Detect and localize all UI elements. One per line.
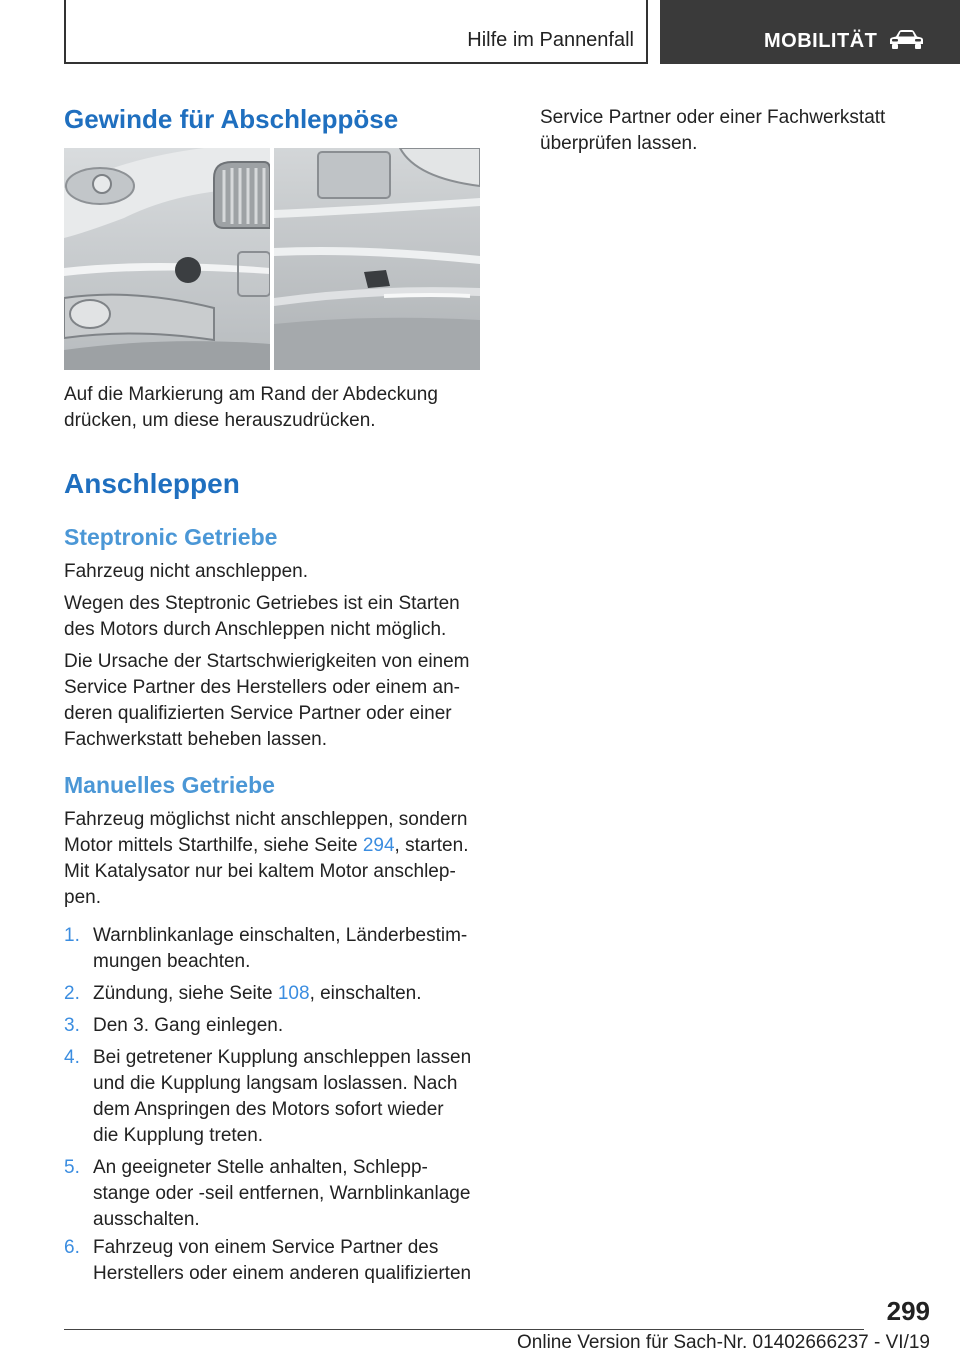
- manual-text-line-4: pen.: [64, 887, 101, 908]
- manual-text-line-2: Motor mittels Starthilfe, siehe Seite 294, starten.: [64, 835, 469, 856]
- header-section-title: Hilfe im Pannenfall: [467, 29, 634, 51]
- step-text-line: und die Kupplung langsam loslassen. Nach: [93, 1073, 458, 1094]
- step-text-line: Herstellers oder einem anderen qualifizierten: [93, 1263, 472, 1284]
- header-chapter-tab[interactable]: [660, 0, 960, 64]
- manual-text-line-3: Mit Katalysator nur bei kaltem Motor anschlep-: [64, 861, 456, 882]
- page-number: 299: [886, 1296, 930, 1326]
- step-text-line: dem Anspringen des Motors sofort wieder: [93, 1099, 444, 1120]
- step-number: 6.: [64, 1237, 80, 1258]
- towing-eye-cover-image: [64, 148, 480, 370]
- step-text-line: Warnblinkanlage einschalten, Länderbestim-: [93, 925, 468, 946]
- manual-text-line-1: Fahrzeug möglichst nicht anschleppen, sondern: [64, 809, 468, 830]
- step-text-line: mungen beachten.: [93, 951, 251, 972]
- steptronic-text-1: Fahrzeug nicht anschleppen.: [64, 561, 308, 582]
- step-number: 5.: [64, 1157, 80, 1178]
- step-number: 4.: [64, 1047, 80, 1068]
- step-text-line: Bei getretener Kupplung anschleppen lassen: [93, 1047, 472, 1068]
- caption-line-1: Auf die Markierung am Rand der Abdeckung: [64, 384, 438, 405]
- header-section-box: [64, 0, 648, 64]
- footer-version: Online Version für Sach-Nr. 01402666237 - VI/19: [517, 1332, 930, 1353]
- subheading-steptronic: Steptronic Getriebe: [64, 524, 278, 550]
- step-number: 2.: [64, 983, 80, 1004]
- step-number: 3.: [64, 1015, 80, 1036]
- continuation-line-2: überprüfen lassen.: [540, 133, 698, 154]
- step-text-line: Den 3. Gang einlegen.: [93, 1015, 284, 1036]
- subheading-manual: Manuelles Getriebe: [64, 772, 275, 798]
- caption-line-2: drücken, um diese herauszudrücken.: [64, 410, 376, 431]
- car-icon: [886, 28, 926, 52]
- step-text-line: ausschalten.: [93, 1209, 200, 1230]
- steptronic-text-3-line-2: Service Partner des Herstellers oder einem an-: [64, 677, 461, 698]
- heading-towing: Anschleppen: [64, 468, 240, 499]
- step-text-line: Fahrzeug von einem Service Partner des: [93, 1237, 439, 1258]
- continuation-line-1: Service Partner oder einer Fachwerkstatt: [540, 107, 886, 128]
- steptronic-text-2-line-2: des Motors durch Anschleppen nicht möglich.: [64, 619, 447, 640]
- page-ref-link-294[interactable]: 294: [362, 835, 395, 856]
- step-number: 1.: [64, 925, 80, 946]
- page-ref-link-108[interactable]: 108: [277, 983, 310, 1004]
- header-chapter-label: MOBILITÄT: [764, 30, 878, 52]
- heading-towing-eye-thread: Gewinde für Abschleppöse: [64, 104, 399, 134]
- step-text-line: Zündung, siehe Seite 108, einschalten.: [93, 983, 422, 1004]
- steptronic-text-3-line-3: deren qualifizierten Service Partner oder einer: [64, 703, 452, 724]
- steptronic-text-3-line-1: Die Ursache der Startschwierigkeiten von einem: [64, 651, 470, 672]
- step-text-line: stange oder -seil entfernen, Warnblinkanlage: [93, 1183, 471, 1204]
- footer-divider: [64, 1329, 864, 1330]
- step-text-line: An geeigneter Stelle anhalten, Schlepp-: [93, 1157, 428, 1178]
- steptronic-text-2-line-1: Wegen des Steptronic Getriebes ist ein Starten: [64, 593, 460, 614]
- step-text-line: die Kupplung treten.: [93, 1125, 264, 1146]
- steptronic-text-3-line-4: Fachwerkstatt beheben lassen.: [64, 729, 327, 750]
